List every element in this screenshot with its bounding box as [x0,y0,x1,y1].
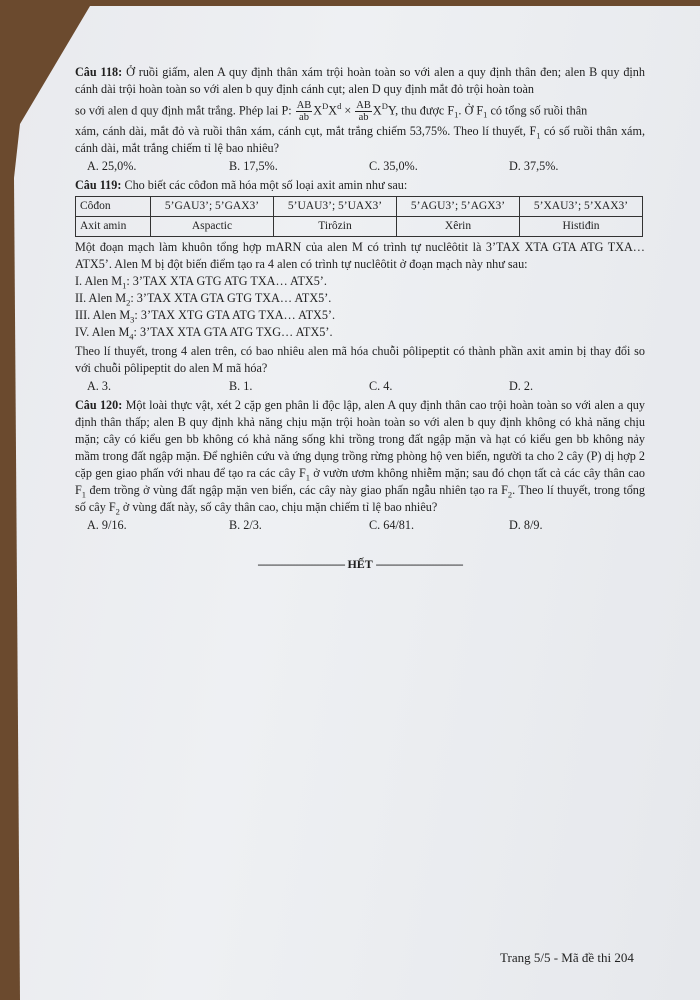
page-footer: Trang 5/5 - Mã đề thi 204 [500,950,634,965]
table-cell: Tirôzin [274,217,397,237]
table-cell: Histiđin [520,217,643,237]
option-c: C. 4. [369,379,393,393]
option-b: B. 17,5%. [229,159,278,173]
table-row [76,197,643,217]
exam-content [75,64,645,573]
option-c: C. 35,0%. [369,159,418,173]
option-b: B. 1. [229,379,253,393]
table-cell: Aspactic [151,217,274,237]
question-119-options [87,378,645,395]
question-120-options [87,517,645,534]
genotype-fraction-2: $\frac{AB}{ab}$ [356,100,371,123]
question-119: Câu 119: Cho biết các côđon mã hóa một số loại axit amin như sau: Côđon 5’GAU3’; 5’GAX3’ 5’UAU3’; 5’UAX3’ 5’AGU3’; 5’AGX3’ 5’XAU3’; 5’XAX3’ Axit amin Aspactic Tirôzin Xêrin Histiđin Một đoạn mạch làm khuôn tổng hợp mARN của alen M có trình tự nuclêôtit là 3’TAX XTA GTA ATG TXA… ATX5’. Alen M bị đột biến điểm tạo ra 4 alen có trình tự nuclêôtit ở đoạn mạch này như sau: I. Alen $M_1$: 3’TAX XTA GTG ATG TXA… ATX5’. II. Alen $M_2$: 3’TAX XTA GTA GTG TXA… ATX5’. III. Alen $M_3$: 3’TAX XTG GTA ATG TXA… ATX5’. IV. Alen $M_4$: 3’TAX XTA GTA ATG TXG… ATX5’. Theo lí thuyết, trong 4 alen trên, có bao nhiêu alen mã hóa chuỗi pôlipeptit có thành phần axit amin bị thay đổi so với chuỗi pôlipeptit do alen M mã hóa? A. 3. B. 1. C. 4. D. 2. [75,178,645,393]
question-118-options [87,158,645,175]
codon-table [75,196,643,237]
option-a: A. 25,0%. [87,159,137,173]
table-row [76,217,643,237]
table-cell: 5’XAU3’; 5’XAX3’ [520,197,643,217]
question-119-label: Câu 119: [75,178,122,192]
allele-1: I. Alen $M_1$: 3’TAX XTA GTG ATG TXA… ATX5’. [75,274,327,291]
option-a: A. 9/16. [87,518,127,532]
table-cell: 5’GAU3’; 5’GAX3’ [151,197,274,217]
option-d: D. 37,5%. [509,159,559,173]
table-cell: Xêrin [397,217,520,237]
question-119-question: Theo lí thuyết, trong 4 alen trên, có bao nhiêu alen mã hóa chuỗi pôlipeptit có thành phần axit amin bị thay đổi so với chuỗi pôlipeptit do alen M mã hóa? [75,344,645,375]
allele-3: III. Alen $M_3$: 3’TAX XTG GTA ATG TXA… ATX5’. [75,308,336,325]
question-118-text-2: so với alen d quy định mắt trắng. Phép lai P: [75,103,292,118]
option-c: C. 64/81. [369,518,415,532]
question-119-paragraph: Một đoạn mạch làm khuôn tổng hợp mARN của alen M có trình tự nuclêôtit là 3’TAX XTA GTA ATG TXA… ATX5’. Alen M bị đột biến điểm tạo ra 4 alen có trình tự nuclêôtit ở đoạn mạch này như sau: [75,240,645,271]
allele-2: II. Alen $M_2$: 3’TAX XTA GTA GTG TXA… ATX5’. [75,291,332,308]
genotype-fraction-1: $\frac{AB}{ab}$ [296,100,312,123]
table-header-codon: Côđon [76,197,151,217]
option-d: D. 2. [509,379,534,393]
question-118: Câu 118: Ở ruồi giấm, alen A quy định thân xám trội hoàn toàn so với alen a quy định thân đen; alen B quy định cánh dài trội hoàn toàn so với alen b quy định cánh cụt; alen D quy định mắt đỏ trội hoàn toàn so với alen d quy định mắt trắng. Phép lai P: $\frac{AB}{ab}$ $X^DX^d$ × $\frac{AB}{ab}$ $X^DY$, thu được $F_1$. Ở $F_1$ có tổng số ruồi thân xám, cánh dài, mắt đỏ và ruồi thân xám, cánh cụt, mắt trắng chiếm 53,75%. Theo lí thuyết, $F_1$ có số ruồi thân xám, cánh dài, mắt trắng chiếm tỉ lệ bao nhiêu? A. 25,0%. B. 17,5%. C. 35,0%. D. 37,5%. [75,65,645,173]
table-cell: 5’UAU3’; 5’UAX3’ [274,197,397,217]
allele-4: IV. Alen $M_4$: 3’TAX XTA GTA ATG TXG… ATX5’. [75,325,333,342]
option-b: B. 2/3. [229,518,262,532]
question-118-text-1: Ở ruồi giấm, alen A quy định thân xám trội hoàn toàn so với alen a quy định thân đen; alen B quy định cánh dài trội hoàn toàn so với alen b quy định cánh cụt; alen D quy định mắt đỏ trội hoàn toàn [75,65,645,96]
question-120: Câu 120: Một loài thực vật, xét 2 cặp gen phân li độc lập, alen A quy định thân cao trội hoàn toàn so với alen a quy định thân thấp; alen B quy định khả năng chịu mặn trội hoàn toàn so với alen b quy định không có khả năng chịu mặn; cây có kiểu gen bb không có khả năng sống khi trồng trong đất ngập mặn và hạt có kiểu gen bb không nảy mầm trong đất ngập mặn. Để nghiên cứu và ứng dụng trồng rừng phòng hộ ven biển, người ta cho 2 cây (P) dị hợp 2 cặp gen giao phấn với nhau để tạo ra các cây $F_1$ ở vườn ươm không nhiễm mặn; sau đó chọn tất cả các cây thân cao $F_1$ đem trồng ở vùng đất ngập mặn ven biển, các cây này giao phấn ngẫu nhiên tạo ra $F_2$. Theo lí thuyết, trong tổng số cây $F_2$ ở vùng đất này, số cây thân cao, chịu mặn chiếm tỉ lệ bao nhiêu? A. 9/16. B. 2/3. C. 64/81. D. 8/9. [75,398,645,532]
table-header-amino-acid: Axit amin [76,217,151,237]
end-marker: ----------------------------- HẾT ----------------------------- [257,557,463,571]
table-cell: 5’AGU3’; 5’AGX3’ [397,197,520,217]
question-118-label: Câu 118: [75,65,123,79]
option-d: D. 8/9. [509,518,543,532]
option-a: A. 3. [87,379,112,393]
question-120-label: Câu 120: [75,398,123,412]
